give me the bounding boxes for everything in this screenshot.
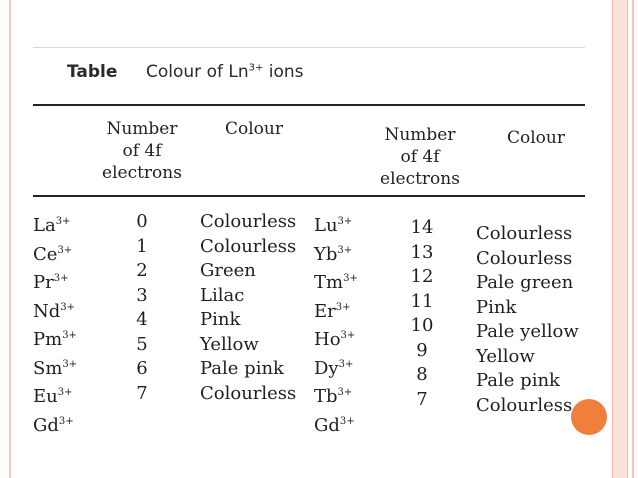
electron-cell: 3 (136, 284, 148, 306)
electron-cell: 6 (136, 358, 148, 379)
column-ion-left (33, 210, 77, 438)
electron-cell: 12 (410, 266, 434, 287)
colour-cell: Colourless (476, 394, 573, 416)
column-ion-right (314, 210, 358, 438)
image-top-edge (33, 47, 585, 48)
ion-cell: $Yb^{3+}$ (314, 243, 353, 265)
colour-cell: Pale pink (476, 370, 560, 391)
colour-cell: Green (200, 260, 256, 281)
colour-cell: Pale yellow (476, 321, 579, 342)
table-header-rule (33, 195, 585, 197)
ion-cell: $Ce^{3+}$ (33, 243, 73, 265)
header-line: of 4f (400, 147, 440, 167)
caption-charge: 3+ (248, 62, 264, 74)
electron-cell: 11 (410, 290, 434, 312)
colour-cell: Pink (200, 309, 241, 330)
column-electrons-right (402, 216, 442, 412)
ion-cell: $Sm^{3+}$ (33, 357, 78, 379)
ion-cell: $Er^{3+}$ (314, 300, 351, 322)
electron-cell: 7 (136, 382, 148, 404)
caption-text: Colour of Ln (146, 62, 249, 82)
ion-cell: $Ho^{3+}$ (314, 329, 356, 350)
header-line: electrons (380, 169, 460, 189)
electron-cell: 0 (136, 211, 148, 232)
electron-cell: 8 (416, 364, 428, 385)
colour-cell: Yellow (200, 333, 259, 355)
colour-cell: Colourless (200, 382, 297, 404)
ion-cell: $Pr^{3+}$ (33, 272, 69, 293)
slide-right-border-strip (612, 0, 628, 478)
header-line: electrons (102, 163, 182, 183)
colour-cell: Colourless (200, 235, 297, 257)
header-line: Number (384, 125, 456, 145)
colour-cell: Pale pink (200, 358, 284, 379)
ion-cell: $Gd^{3+}$ (33, 414, 74, 436)
ion-cell: $Tb^{3+}$ (314, 386, 353, 407)
ion-cell: $Eu^{3+}$ (33, 386, 73, 407)
slide-right-border-line (632, 0, 634, 478)
electron-cell: 7 (416, 388, 428, 410)
column-electrons-left (124, 210, 160, 406)
header-colour-left: Colour (225, 119, 283, 139)
ion-cell: $Tm^{3+}$ (314, 272, 358, 293)
slide-left-border (9, 0, 11, 478)
header-number-right (370, 124, 470, 190)
colour-cell: Pink (476, 296, 517, 318)
electron-cell: 13 (410, 241, 434, 263)
table-top-rule (33, 104, 585, 106)
column-colour-right (476, 222, 579, 418)
electron-cell: 4 (136, 309, 148, 330)
header-line: of 4f (122, 141, 162, 161)
table-caption (146, 62, 304, 82)
ion-cell: $Nd^{3+}$ (33, 300, 76, 322)
ion-cell: $Lu^{3+}$ (314, 215, 353, 236)
colour-cell: Colourless (476, 223, 573, 244)
header-number-left (92, 118, 192, 184)
electron-cell: 1 (136, 235, 148, 257)
colour-cell: Yellow (476, 345, 535, 367)
table-caption-label: Table (67, 62, 118, 82)
ion-cell: $Gd^{3+}$ (314, 414, 355, 436)
electron-cell: 5 (136, 333, 148, 355)
column-colour-left (200, 210, 296, 406)
colour-cell: Colourless (476, 247, 573, 269)
electron-cell: 2 (136, 260, 148, 281)
header-colour-right: Colour (507, 128, 565, 148)
colour-cell: Lilac (200, 284, 245, 306)
ion-cell: $La^{3+}$ (33, 215, 71, 236)
colour-cell: Colourless (200, 211, 297, 232)
colour-cell: Pale green (476, 272, 574, 293)
electron-cell: 9 (416, 339, 428, 361)
caption-suffix: ions (263, 62, 304, 82)
electron-cell: 10 (410, 315, 434, 336)
ion-cell: $Dy^{3+}$ (314, 357, 354, 379)
ion-cell: $Pm^{3+}$ (33, 329, 77, 350)
header-line: Number (106, 119, 178, 139)
electron-cell: 14 (410, 217, 434, 238)
